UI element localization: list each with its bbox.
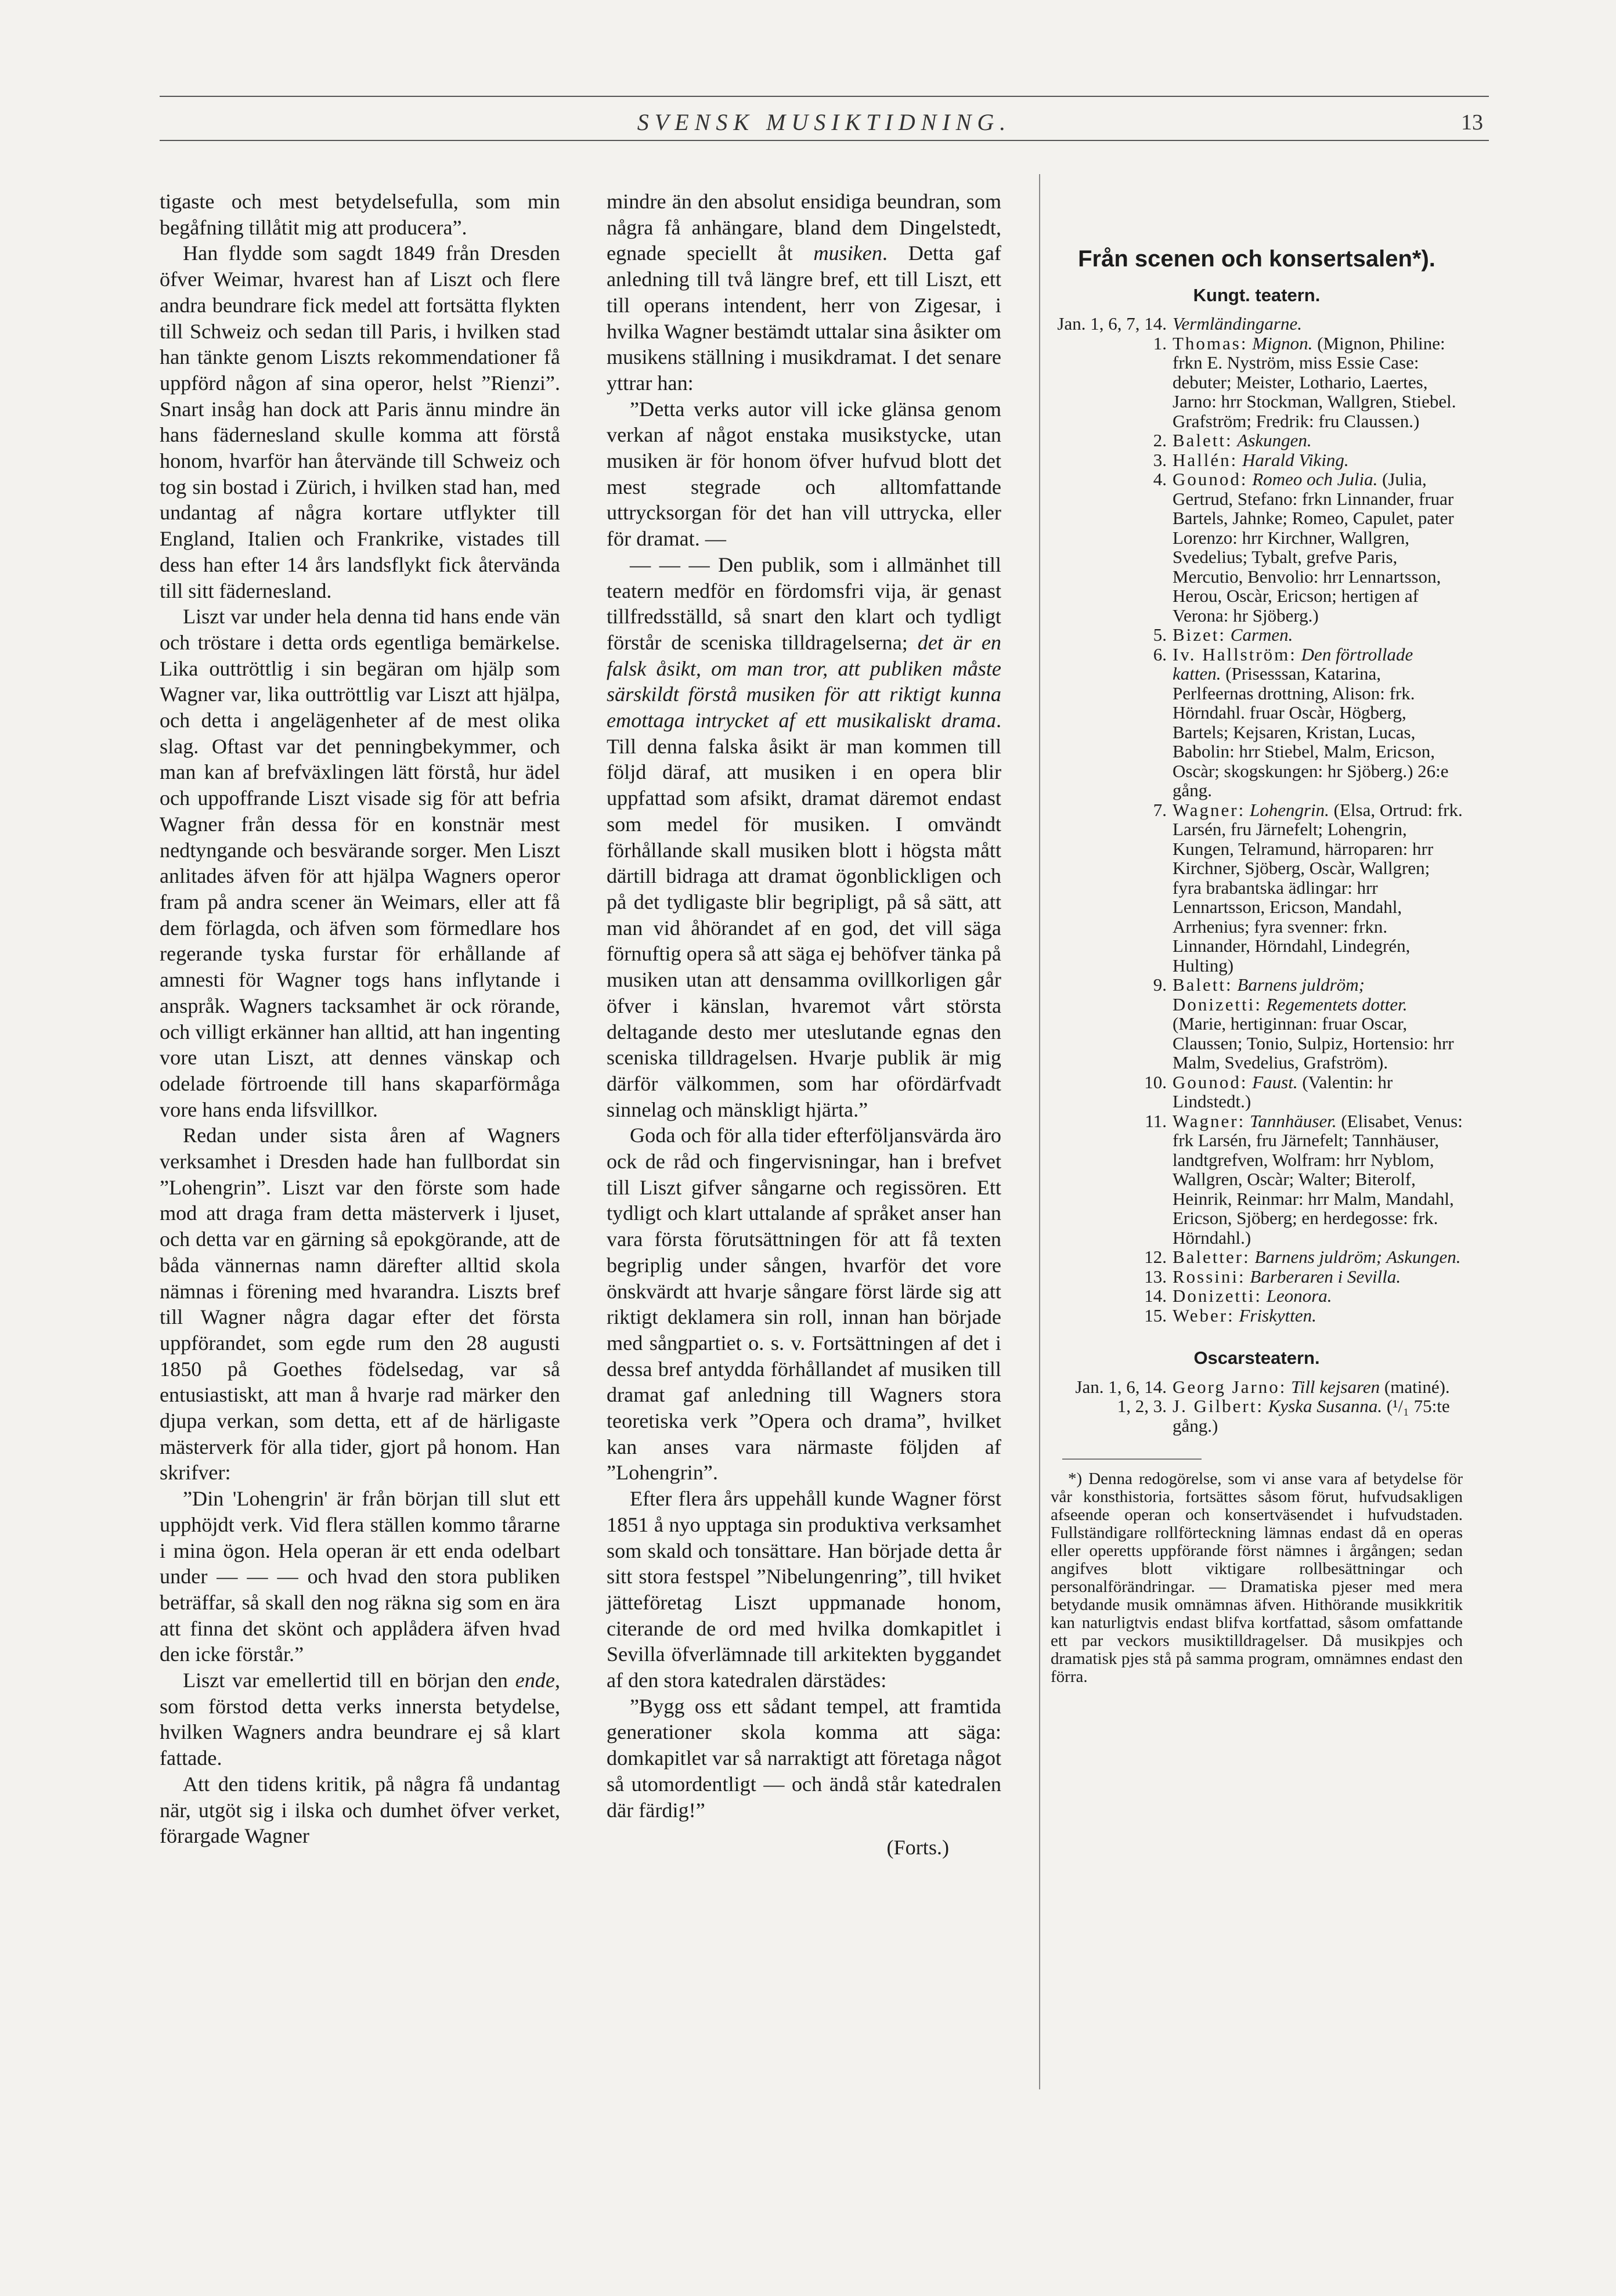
cast-details: (Mignon, Philine: frkn E. Nyström, miss Essie Case: debuter; Meister, Lothario, Laertes, Jarno: hrr Stockman, Wallgren, Stiebel. Grafström; Fredrik: fru Claussen.) (1173, 333, 1456, 431)
paragraph: Goda och för alla tider efterföljansvärda äro ock de råd och fingervisningar, han i brefvet till Liszt gifver sångarne och regissören. Ett tydligt och klart uttalande af språket anser han vara första förutsättningen för att få texten begriplig under sången, hvarför det vore önskvärdt att hvarje sångare först lärde sig att riktigt deklamera sin roll, innan han började med sångpartiet o. s. v. Fortsättningen af det i dessa bref antydda förhållandet af musiken till dramat gaf anledning till Wagners stora teoretiska verk ”Opera och drama”, hvilket kan anses vara närmaste följden af ”Lohengrin”. (607, 1124, 1001, 1485)
performance-entry (1051, 800, 1463, 976)
performance-list (1051, 1377, 1463, 1436)
performance-entry (1051, 1286, 1463, 1306)
paragraph (607, 189, 1001, 396)
entry-text (1173, 1396, 1463, 1435)
work-title: Barberaren i Sevilla. (1250, 1266, 1401, 1287)
composer: Gounod: (1173, 469, 1248, 489)
entry-date: 11. (1145, 1110, 1167, 1131)
quote-paragraph: ”Din 'Lohengrin' är från början till slut ett upphöjdt verk. Vid flera ställen kommo tårarne i mina ögon. Hela operan är ett enda odelbart under — — — och hvad den stora publiken beträffar, så skall den nog räkna sig som en ära att finna det skönt och applådera äfven hvad den icke förstår.” (160, 1487, 560, 1666)
entry-text (1173, 450, 1463, 470)
entry-date: 2. (1153, 430, 1167, 450)
performance-entry (1051, 334, 1463, 431)
composer: Donizetti: (1173, 1286, 1262, 1306)
entry-text (1173, 431, 1463, 450)
paragraph: tigaste och mest betydelsefulla, som min begåfning tillåtit mig att producera”. (160, 190, 560, 239)
performance-entry (1051, 1073, 1463, 1111)
work-title: Till kejsaren (1291, 1376, 1380, 1397)
work-title: Den förtrollade katten. (1173, 644, 1413, 684)
footnote-text: *) Denna redogörelse, som vi anse vara af betydelse för vår konsthistoria, fortsättes såsom förut, hufvudsakligen afseende operan och konsertväsendet i hufvudstaden. Fullständigare rollförteckning lämnas endast då en operas eller operetts uppförande först nämnes i årgången; sedan angifves blott viktigare rollbesättningar och personalförändringar. — Dramatiska pjeser med mera betydande musik omnämnas äfven. Hithörande musikkritik kan naturligtvis endast blifva kortfattad, såsom omfattande ett par veckors musiktilldragelser. Då musikpjes och dramatisk pjes stå på samma program, omnämnes endast den förra. (1051, 1470, 1463, 1686)
work-title: Askungen. (1237, 430, 1312, 450)
quote-paragraph: ”Detta verks autor vill icke glänsa genom verkan af något enstaka musikstycke, utan musiken är för honom öfver hufvud blott det mest stegrade och alltomfattande uttrycksorgan för det han vill uttrycka, eller för dramat. — (607, 397, 1001, 551)
paragraph: Att den tidens kritik, på några få undantag när, utgöt sig i ilska och dumhet öfver verket, förargade Wagner (160, 1772, 560, 1848)
work-title: Regementets dotter. (1266, 994, 1408, 1015)
entry-date: 1. (1153, 333, 1167, 353)
entry-date: 3. (1153, 449, 1167, 470)
composer: Bizet: (1173, 624, 1227, 645)
cast-details: (Marie, hertiginnan: fruar Oscar, Claussen; Tonio, Sulpiz, Hortensio: hrr Malm, Svedelius, Grafström). (1173, 1013, 1454, 1073)
emphasis: det är en falsk åsikt, om man tror, att publiken måste särskildt förstå musiken för att riktigt kunna emottaga intrycket af ett musikaliskt drama (607, 630, 1001, 732)
paragraph: Han flydde som sagdt 1849 från Dresden öfver Weimar, hvarest han af Liszt och flere andra beundrare fick medel att fortsätta flykten till Schweiz och sedan till Paris, i hvilken stad han tänkte genom Liszts rekommendationer få uppförd någon af sina operor, helst ”Rienzi”. Snart insåg han dock att Paris ännu mindre än hans fädernesland skulle komma att förstå honom, hvarför han återvände till Schweiz och tog sin bostad i Zürich, i hvilken stad han, med undantag af några kortare utflykter till England, Italien och Frankrike, vistades till dess han efter 14 års landsflykt fick återvända till sitt fädernesland. (160, 241, 560, 602)
performance-entry (1051, 1111, 1463, 1248)
work-title: Barnens juldröm; (1237, 974, 1365, 995)
section-title: Från scenen och konsertsalen*). (1078, 246, 1435, 272)
entry-text (1173, 334, 1463, 431)
entry-text (1173, 975, 1463, 995)
quote-paragraph: ”Bygg oss ett sådant tempel, att framtida generationer skola komma att säga: domkapitlet var så narraktigt att företaga något så utomordentligt — och ändå står katedralen där färdig!” (607, 1694, 1001, 1822)
footnote (1051, 1470, 1463, 1686)
composer: Iv. Hallström: (1173, 644, 1297, 665)
performance-entry (1051, 450, 1463, 470)
entry-text (1173, 470, 1463, 625)
text-run: , som förstod detta verks innersta betydelse, hvilken Wagners andra beundrare ej så klart fattade. (160, 1669, 560, 1770)
page-number: 13 (1461, 110, 1483, 135)
entry-text (1173, 800, 1463, 976)
entry-date: 9. (1153, 974, 1167, 995)
work-title: Vermländingarne. (1173, 313, 1303, 334)
entry-date: 1, 2, 3. (1117, 1396, 1167, 1416)
cast-details: (matiné). (1380, 1376, 1450, 1397)
entry-text (1173, 314, 1463, 334)
work-title: Barnens juldröm; Askungen. (1254, 1247, 1461, 1267)
composer: J. Gilbert: (1173, 1396, 1264, 1416)
performance-entry (1051, 1306, 1463, 1326)
cast-details: (Valentin: hr Lindstedt.) (1173, 1071, 1393, 1111)
quote-paragraph (607, 552, 1001, 1122)
work-title: Friskytten. (1239, 1305, 1316, 1326)
composer: Wagner: (1173, 799, 1246, 820)
continued-marker: (Forts.) (886, 1836, 949, 1860)
entry-text (1173, 995, 1463, 1073)
entry-date: 7. (1153, 799, 1167, 820)
header-rule-top (160, 96, 1489, 97)
entry-text (1173, 1247, 1463, 1267)
work-title: Carmen. (1230, 624, 1293, 645)
performance-entry (1051, 1396, 1463, 1435)
performance-entry (1051, 1377, 1463, 1397)
paragraph: Efter flera års uppehåll kunde Wagner först 1851 å nyo upptaga sin produktiva verksamhet som skald och tonsättare. Han började detta år sitt stora festspel ”Nibelungenring”, till hviket jätteföretag Liszt uppmanade honom, citerande de ord med hvilka domkapitlet i Sevilla öfverlämnade till arkitekten byggandet af den stora katedralen därstädes: (607, 1487, 1001, 1692)
entry-text (1173, 1377, 1463, 1397)
text-run: — — — Den publik, som i allmänhet till teatern medför en fördomsfri vija, är genast tillfredsställd, så snart den klart och tydligt förstår de sceniska tilldragelserna; (607, 553, 1001, 654)
entry-text (1173, 1267, 1463, 1287)
paragraph (160, 1667, 560, 1771)
performance-entry (1051, 314, 1463, 334)
composer: Balett: (1173, 430, 1233, 450)
work-title: Harald Viking. (1242, 449, 1349, 470)
column-1 (160, 189, 560, 1849)
composer: Baletter: (1173, 1247, 1250, 1267)
entry-date: 12. (1144, 1247, 1167, 1267)
entry-date: Jan. 1, 6, 14. (1075, 1376, 1167, 1397)
performance-entry (1051, 1247, 1463, 1267)
performance-entry (1051, 1267, 1463, 1287)
entry-text (1173, 645, 1463, 800)
composer: Weber: (1173, 1305, 1235, 1326)
kungt-teatern-heading: Kungt. teatern. (1193, 284, 1321, 305)
cast-details: (Elsa, Ortrud: frk. Larsén, fru Järnefelt; Lohengrin, Kungen, Telramund, härroparen: hrr Kirchner, Sjöberg, Oscàr, Wallgren; fyra brabantska ädlingar: hrr Lennartsson, Ericson, Mandahl, Arrhenius; fyra svenner: frkn. Linnander, Hörndahl, Lindegrén, Hulting) (1173, 799, 1463, 976)
cast-details: (Prisesssan, Katarina, Perlfeernas drottning, Alison: frk. Hörndahl. fruar Oscàr, Högberg, Bartels; Kejsaren, Kristan, Lucas, Babolin: hrr Stiebel, Malm, Ericson, Oscàr; skogskungen: hr Sjöberg.) 26:e gång. (1173, 663, 1449, 800)
cast-details: (¹/₁ 75:te gång.) (1173, 1396, 1450, 1436)
entry-date: 13. (1144, 1266, 1167, 1287)
work-title: Romeo och Julia. (1252, 469, 1378, 489)
column-divider (1039, 174, 1040, 2089)
entry-text (1173, 1111, 1463, 1248)
text-run: mindre än den absolut ensidiga beundran, som några få anhängare, bland dem Dingelstedt, egnade speciellt åt (607, 190, 1001, 265)
oscarsteatern-heading: Oscarsteatern. (1193, 1348, 1320, 1368)
cast-details: (Elisabet, Venus: frk Larsén, fru Järnefelt; Tannhäuser, landtgrefven, Wolfram: hrr Nyblom, Wallgren, Oscàr; Walter; Biterolf, Heinrik, Reinmar: hrr Malm, Mandahl, Ericson, Sjöberg; en herdegosse: frk. Hörndahl.) (1173, 1110, 1463, 1248)
composer: Rossini: (1173, 1266, 1246, 1287)
entry-date: 4. (1153, 469, 1167, 489)
work-title: Tannhäuser. (1249, 1110, 1337, 1131)
entry-date: Jan. 1, 6, 7, 14. (1057, 313, 1167, 334)
journal-title: SVENSK MUSIKTIDNING. (637, 109, 1012, 135)
work-title: Leonora. (1266, 1286, 1332, 1306)
column-2 (607, 189, 1001, 1861)
entry-date (1051, 995, 1173, 1073)
composer: Thomas: (1173, 333, 1248, 353)
work-title: Faust. (1252, 1071, 1298, 1092)
emphasis: musiken (813, 241, 882, 265)
entry-text (1173, 1073, 1463, 1111)
composer: Hallén: (1173, 449, 1238, 470)
entry-date: 15. (1144, 1305, 1167, 1326)
entry-date: 10. (1144, 1071, 1167, 1092)
entry-text (1173, 625, 1463, 645)
paragraph: Redan under sista åren af Wagners verksamhet i Dresden hade han fullbordat sin ”Lohengrin”. Liszt var den förste som hade mod att draga fram detta mästerverk i ljuset, och detta var en gärning så epokgörande, att de båda vännernas namn därefter alltid skola nämnas i förening med hvarandra. Liszts bref till Wagner några dagar efter det första uppförandet, som egde rum den 28 augusti 1850 på Goethes födelsedag, var så entusiastiskt, att man å hvarje rad märker den djupa verkan, som detta, ett af de härligaste mästerverk för alla tider, gjort på honom. Han skrifver: (160, 1124, 560, 1485)
footnote-rule (1062, 1459, 1202, 1460)
composer: Georg Jarno: (1173, 1376, 1287, 1397)
composer: Gounod: (1173, 1071, 1248, 1092)
composer: Balett: (1173, 974, 1233, 995)
performance-entry (1051, 995, 1463, 1073)
entry-date: 6. (1153, 644, 1167, 665)
entry-date: 5. (1153, 624, 1167, 645)
performance-entry (1051, 625, 1463, 645)
composer: Wagner: (1173, 1110, 1246, 1131)
text-run: . Till denna falska åsikt är man kommen till följd däraf, att musiken i en opera blir uppfattad som afsikt, dramat däremot endast som medel för musiken. I omvändt förhållande skall musiken blott i högsta mått därtill bidraga att dramat ögonblickligen och på det tydligaste blir begripligt, på så sätt, att man vid åhörandet af en god, det vill säga förnuftig opera så att säga ej behöfver tänka på musiken utan att densamma ovillkorligen går öfver i känslan, hvaremot vårt största deltagande desto mer uteslutande egnas den sceniska tilldragelsen. Hvarje publik är mig därför välkommen, som har ofördärfvadt sinnelag och mänskligt hjärta.” (607, 709, 1001, 1121)
performance-list (1051, 314, 1463, 1325)
text-run: . Detta gaf anledning till två längre bref, ett till Liszt, ett till operans intendent, herr von Zigesar, i hvilka Wagner bestämdt uttalar sina åsikter om musikens ställning i musikdramat. I det senare yttrar han: (607, 241, 1001, 395)
entry-text (1173, 1286, 1463, 1306)
work-title: Kyska Susanna. (1268, 1396, 1383, 1416)
performance-entry (1051, 975, 1463, 995)
performance-entry (1051, 431, 1463, 450)
header-rule-bottom (160, 140, 1489, 141)
cast-details: (Julia, Gertrud, Stefano: frkn Linnander, fruar Bartels, Jahnke; Romeo, Capulet, pater Lorenzo: hrr Kirchner, Wallgren, Svedelius; Tybalt, grefve Paris, Mercutio, Benvolio: hrr Lennartsson, Herou, Oscàr, Ericson; hertigen af Verona: hr Sjöberg.) (1173, 469, 1454, 626)
performance-entry (1051, 645, 1463, 800)
emphasis: ende (515, 1669, 555, 1692)
entry-date: 14. (1144, 1286, 1167, 1306)
text-run: Liszt var emellertid till en början den (183, 1669, 515, 1692)
paragraph: Liszt var under hela denna tid hans ende vän och tröstare i detta ords egentliga bemärkelse. Lika outtröttlig i sin begäran om hjälp som Wagner var, lika outtröttlig var Liszt att hjälpa, och detta i angelägenheter af de mest olika slag. Oftast var det penningbekymmer, och man kan af brefväxlingen lätt förstå, hur ädel och uppoffrande Liszt visade sig för att befria Wagner från dessa för en konstnär mest nedtyngande och besvärande sorger. Men Liszt anlitades äfven för att hjälpa Wagners operor fram på andra scener än Weimars, eller att få dem förlagda, och äfven som förmedlare hos regerande tyska furstar för erhållande af amnesti för Wagner togs hans inflytande i anspråk. Wagners tacksamhet är ock rörande, och villigt erkänner han alltid, att han ingenting vore utan Liszt, att dennes vänskap och odelade förtroende till hans skaparförmåga vore hans enda lifsvillkor. (160, 605, 560, 1121)
work-title: Lohengrin. (1249, 799, 1329, 820)
entry-text (1173, 1306, 1463, 1326)
column-3 (1051, 232, 1463, 1686)
performance-entry (1051, 470, 1463, 625)
page-header (160, 90, 1489, 148)
composer: Donizetti: (1173, 994, 1262, 1015)
work-title: Mignon. (1252, 333, 1313, 353)
